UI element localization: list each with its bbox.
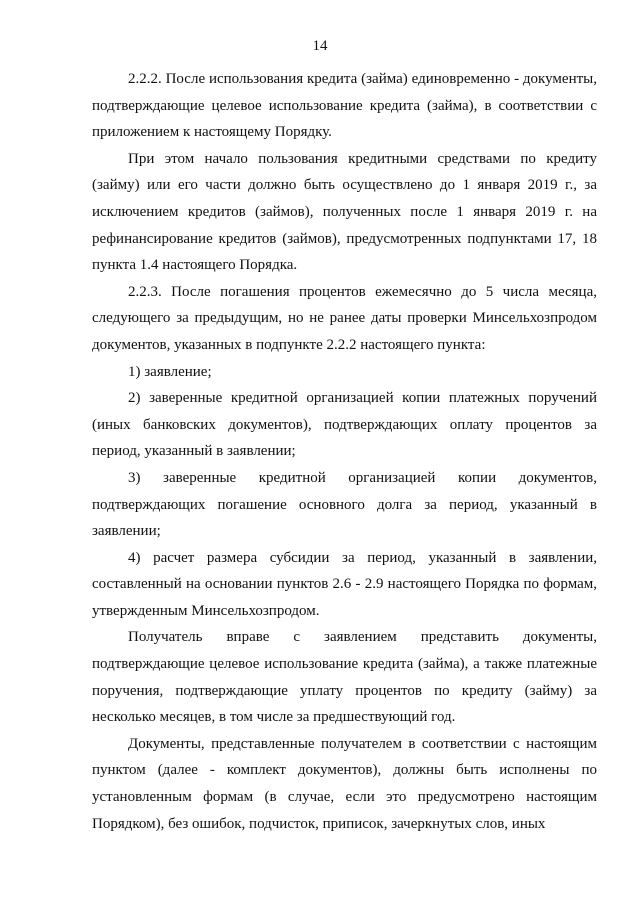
paragraph-recipient-rights: Получатель вправе с заявлением представить документы, подтверждающие целевое использование кредита (займа), а также платежные поручения, подтверждающие уплату процентов по кредиту (займу) за несколько месяцев, в том числе за предшествующий год. [92, 629, 597, 726]
list-item-payment-orders: 2) заверенные кредитной организацией копии платежных поручений (иных банковских документов), подтверждающих оплату процентов за период, указанный в заявлении; [92, 390, 597, 460]
list-item-subsidy-calculation: 4) расчет размера субсидии за период, указанный в заявлении, составленный на основании пунктов 2.6 - 2.9 настоящего Порядка по формам, утвержденным Минсельхозпродом. [92, 549, 597, 619]
paragraph-2-2-3: 2.2.3. После погашения процентов ежемесячно до 5 числа месяца, следующего за предыдущим, но не ранее даты проверки Минсельхозпродом документов, указанных в подпункте 2.2.2 настоящего пункта: [92, 283, 597, 353]
list-item-debt-repayment-copies: 3) заверенные кредитной организацией копии документов, подтверждающих погашение основного долга за период, указанный в заявлении; [92, 469, 597, 540]
list-item-application: 1) заявление; [128, 363, 212, 380]
paragraph-document-requirements: Документы, представленные получателем в соответствии с настоящим пунктом (далее - комплект документов), должны быть исполнены по установленным формам (в случае, если это предусмотрено настоящим Порядком), без ошибок, подчисток, приписок, зачеркнутых слов, иных [92, 735, 597, 832]
paragraph-credit-start-date: При этом начало пользования кредитными средствами по кредиту (займу) или его части должно быть осуществлено до 1 января 2019 г., за исключением кредитов (займов), полученных после 1 января 2019 г. на рефинансирование кредитов (займов), предусмотренных подпунктами 17, 18 пункта 1.4 настоящего Порядка. [92, 150, 597, 274]
paragraph-2-2-2: 2.2.2. После использования кредита (займа) единовременно - документы, подтверждающие целевое использование кредита (займа), в соответствии с приложением к настоящему Порядку. [92, 71, 597, 141]
page-number: 14 [312, 38, 328, 54]
document-body [92, 66, 597, 837]
